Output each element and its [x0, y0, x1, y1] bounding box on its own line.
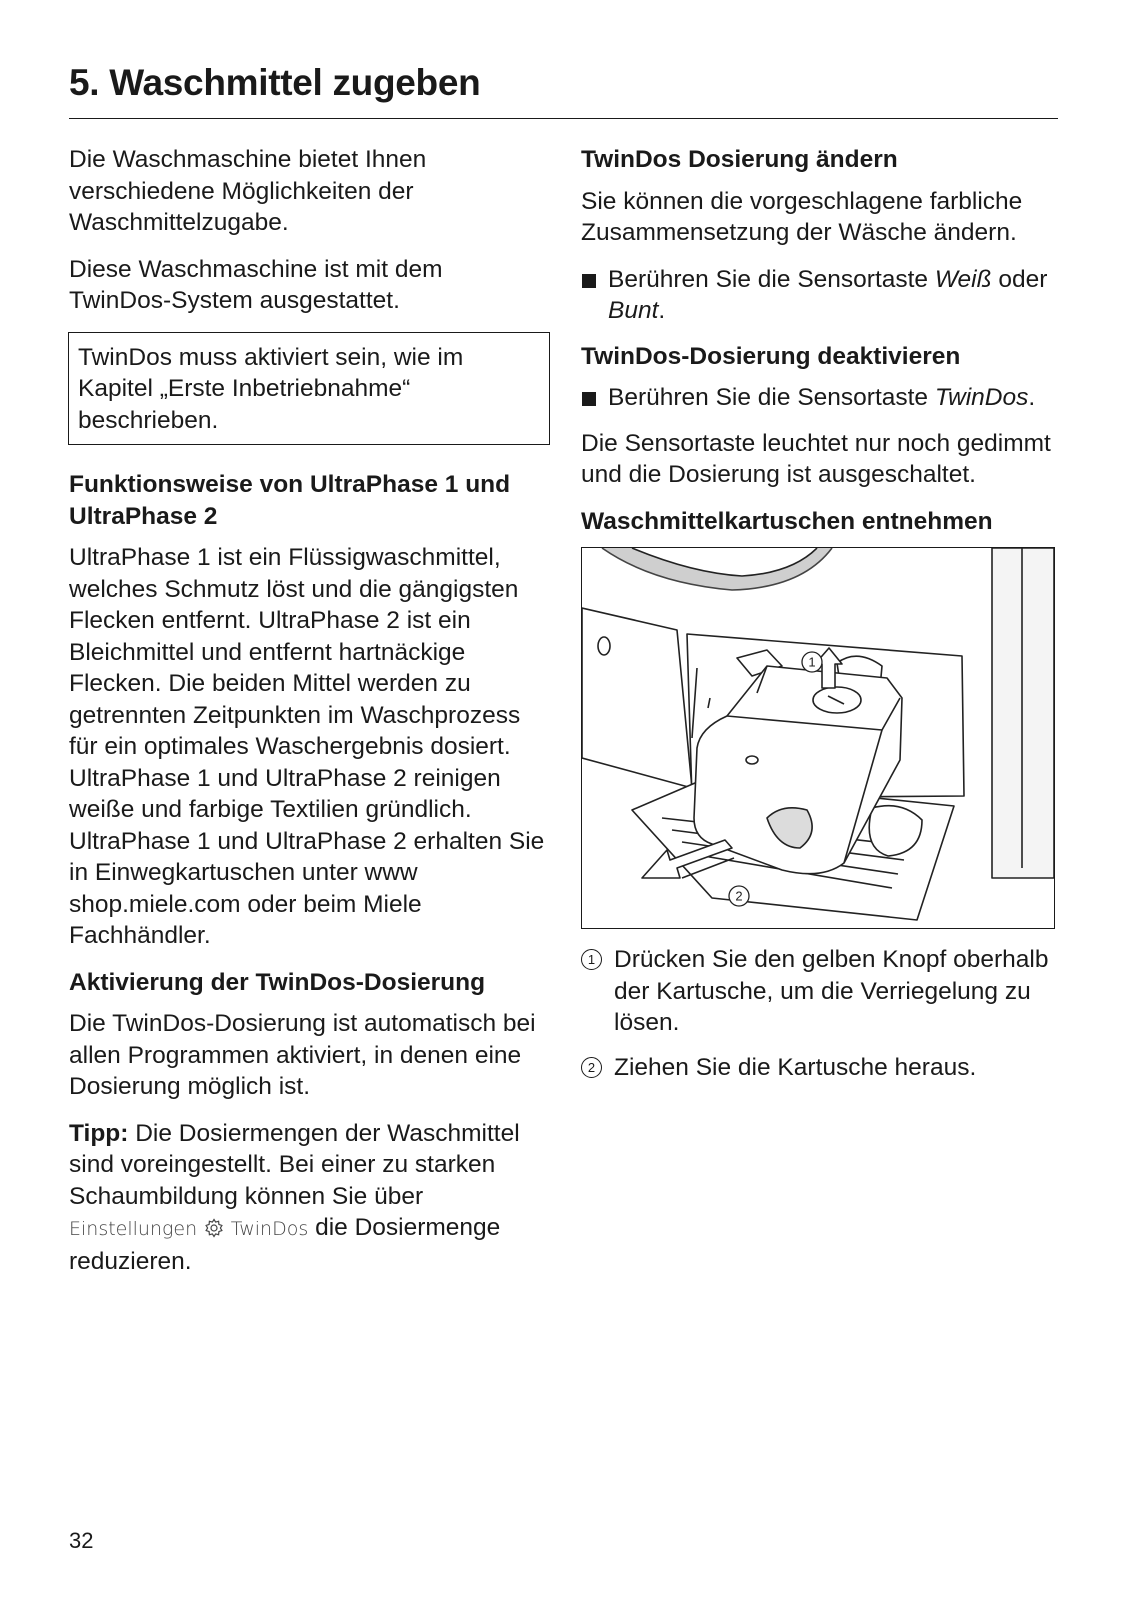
- menu-path-twindos: TwinDos: [230, 1218, 309, 1240]
- deactivate-step: Berühren Sie die Sensortaste TwinDos.: [581, 382, 1060, 414]
- right-column: [581, 144, 1060, 1096]
- ultraphase-paragraph: UltraPhase 1 ist ein Flüssigwaschmittel, welches Schmutz löst und die gängigsten Flecken entfernt. UltraPhase 2 ist ein Bleichmittel und entfernt hartnäckige Flecken. Die beiden Mittel werden zu getrennten Zeitpunkten im Waschprozess für ein optimales Waschergebnis dosiert. UltraPhase 1 und UltraPhase 2 reinigen weiße und farbige Textilien gründlich. UltraPhase 1 und UltraPhase 2 erhalten Sie in Einwegkartuschen unter www shop.miele.com oder beim Miele Fachhändler.: [69, 544, 545, 949]
- bullet-square-icon: [582, 392, 596, 406]
- callout-2-label: 2: [735, 888, 743, 904]
- change-dosing-step: Berühren Sie die Sensortaste Weiß oder Bunt.: [581, 264, 1060, 327]
- step-1-text: Drücken Sie den gelben Knopf oberhalb der Kartusche, um die Verriegelung zu lösen.: [614, 946, 1049, 1036]
- ultraphase-heading: Funktionsweise von UltraPhase 1 und UltraPhase 2: [69, 471, 511, 530]
- cartridge-removal-illustration: [581, 547, 1055, 929]
- activation-paragraph: Die TwinDos-Dosierung ist automatisch bei allen Programmen aktiviert, in denen eine Dosierung möglich ist.: [69, 1010, 536, 1100]
- step-number-circle: 2: [581, 1057, 602, 1078]
- gear-icon: [204, 1218, 224, 1238]
- step-2-text: Ziehen Sie die Kartusche heraus.: [614, 1053, 977, 1081]
- step-number-circle: 1: [581, 949, 602, 970]
- deactivate-result-paragraph: Die Sensortaste leuchtet nur noch gedimmt und die Dosierung ist ausgeschaltet.: [581, 429, 1051, 488]
- sensor-key-twindos: TwinDos: [934, 384, 1029, 411]
- step-text: Berühren Sie die Sensortaste: [608, 384, 929, 411]
- sensor-key-bunt: Bunt: [608, 297, 659, 324]
- twindos-system-paragraph: Diese Waschmaschine ist mit dem TwinDos-System ausgestattet.: [69, 255, 443, 314]
- chapter-title: 5. Waschmittel zugeben: [69, 62, 481, 103]
- page-number: 32: [69, 1528, 94, 1553]
- change-dosing-paragraph: Sie können die vorgeschlagene farbliche Zusammensetzung der Wäsche ändern.: [581, 187, 1023, 246]
- callout-1-label: 1: [808, 654, 816, 670]
- menu-path-settings: Einstellungen: [69, 1218, 198, 1240]
- removal-step-1: [581, 944, 1060, 1039]
- notice-text: TwinDos muss aktiviert sein, wie im Kapitel „Erste Inbetriebnahme“ beschrieben.: [78, 343, 464, 434]
- tip-text: Die Dosiermengen der Waschmittel sind voreingestellt. Bei einer zu starken Schaumbildung können Sie über: [69, 1119, 520, 1210]
- remove-cartridges-heading: Waschmittelkartuschen entnehmen: [581, 507, 993, 535]
- change-dosing-heading: TwinDos Dosierung ändern: [581, 146, 898, 173]
- intro-paragraph: Die Waschmaschine bietet Ihnen verschiedene Möglichkeiten der Waschmittelzugabe.: [69, 146, 427, 236]
- bullet-square-icon: [582, 274, 596, 288]
- step-text: Berühren Sie die Sensortaste: [608, 265, 929, 293]
- left-column: [69, 144, 550, 1292]
- removal-step-2: [581, 1052, 1060, 1084]
- deactivate-heading: TwinDos-Dosierung deaktivieren: [581, 342, 961, 370]
- tip-paragraph: [69, 1118, 550, 1278]
- notice-box: [68, 332, 550, 446]
- tip-label: Tipp:: [69, 1119, 129, 1147]
- title-divider: [69, 118, 1058, 119]
- activation-heading: Aktivierung der TwinDos-Dosierung: [69, 968, 486, 996]
- tip-end: die Dosiermenge reduzieren.: [69, 1214, 501, 1275]
- step-text-oder: oder: [998, 265, 1048, 293]
- sensor-key-weiss: Weiß: [934, 265, 992, 293]
